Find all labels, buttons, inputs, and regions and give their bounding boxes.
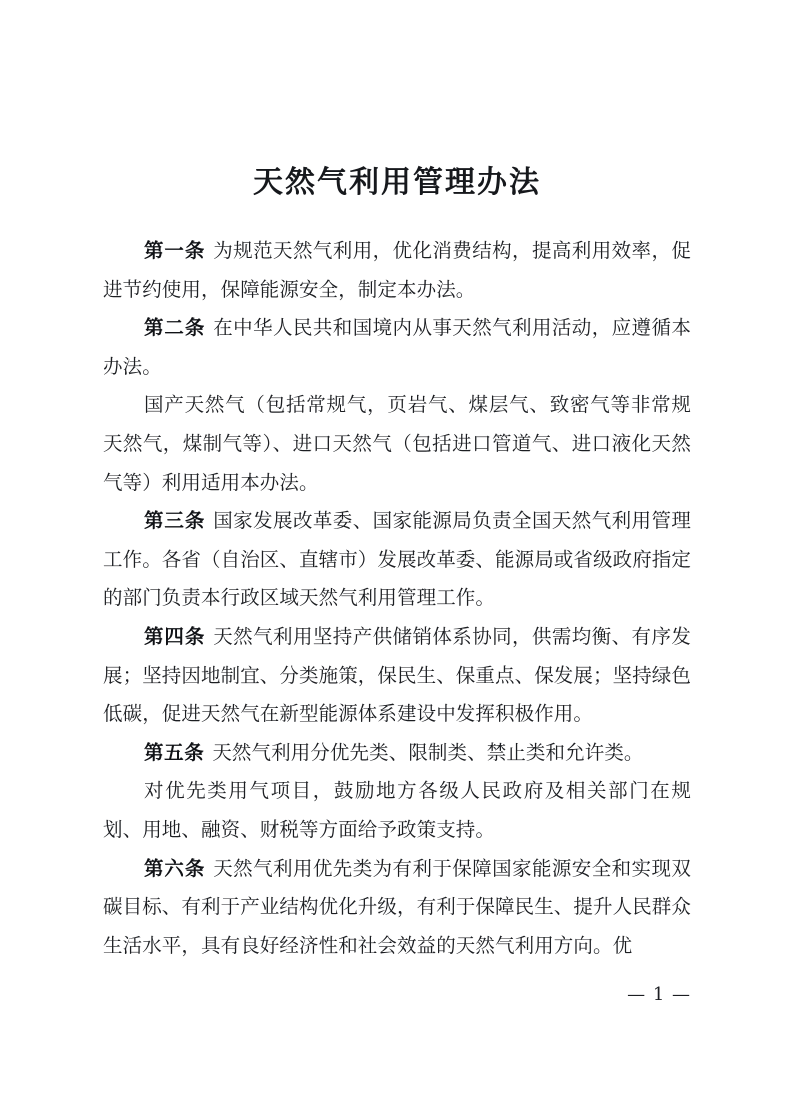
paragraph-text: 国家发展改革委、国家能源局负责全国天然气利用管理工作。各省（自治区、直辖市）发展改革委、能源局或省级政府指定的部门负责本行政区域天然气利用管理工作。 [103,509,692,610]
article-label: 第三条 [144,509,206,533]
paragraph-article-1 [103,232,691,309]
article-label: 第二条 [144,316,206,340]
article-label: 第一条 [144,239,206,262]
paragraph-article-5 [103,734,691,773]
paragraph-article-5-p2 [103,772,691,849]
page-title: 天然气利用管理办法 [253,165,541,201]
paragraph-text: 天然气利用坚持产供储销体系协同，供需均衡、有序发展；坚持因地制宜、分类施策，保民生、保重点、保发展；坚持绿色低碳，促进天然气在新型能源体系建设中发挥积极作用。 [103,624,692,726]
paragraph-text: 天然气利用分优先类、限制类、禁止类和允许类。 [212,740,644,764]
paragraph-text: 国产天然气（包括常规气，页岩气、煤层气、致密气等非常规天然气，煤制气等）、进口天然气（包括进口管道气、进口液化天然气等）利用适用本办法。 [103,393,691,494]
page-number-footer: — 1 — [627,984,691,1005]
paragraph-article-4 [103,618,691,734]
paragraph-article-3 [103,502,691,618]
paragraph-text: 在中华人民共和国境内从事天然气利用活动，应遵循本办法。 [103,316,691,378]
paragraph-article-2-p2 [103,386,691,502]
paragraph-article-2 [103,309,691,386]
paragraph-text: 对优先类用气项目，鼓励地方各级人民政府及相关部门在规划、用地、融资、财税等方面给予政策支持。 [103,779,691,841]
paragraph-text: 为规范天然气利用，优化消费结构，提高利用效率，促进节约使用，保障能源安全，制定本办法。 [103,239,691,301]
paragraph-article-6 [103,850,691,966]
article-label: 第四条 [144,624,206,648]
document-body [103,232,691,965]
article-label: 第六条 [144,856,206,880]
paragraph-text: 天然气利用优先类为有利于保障国家能源安全和实现双碳目标、有利于产业结构优化升级，有利于保障民生、提升人民群众生活水平，具有良好经济性和社会效益的天然气利用方向。优 [103,856,692,957]
article-label: 第五条 [144,740,205,764]
